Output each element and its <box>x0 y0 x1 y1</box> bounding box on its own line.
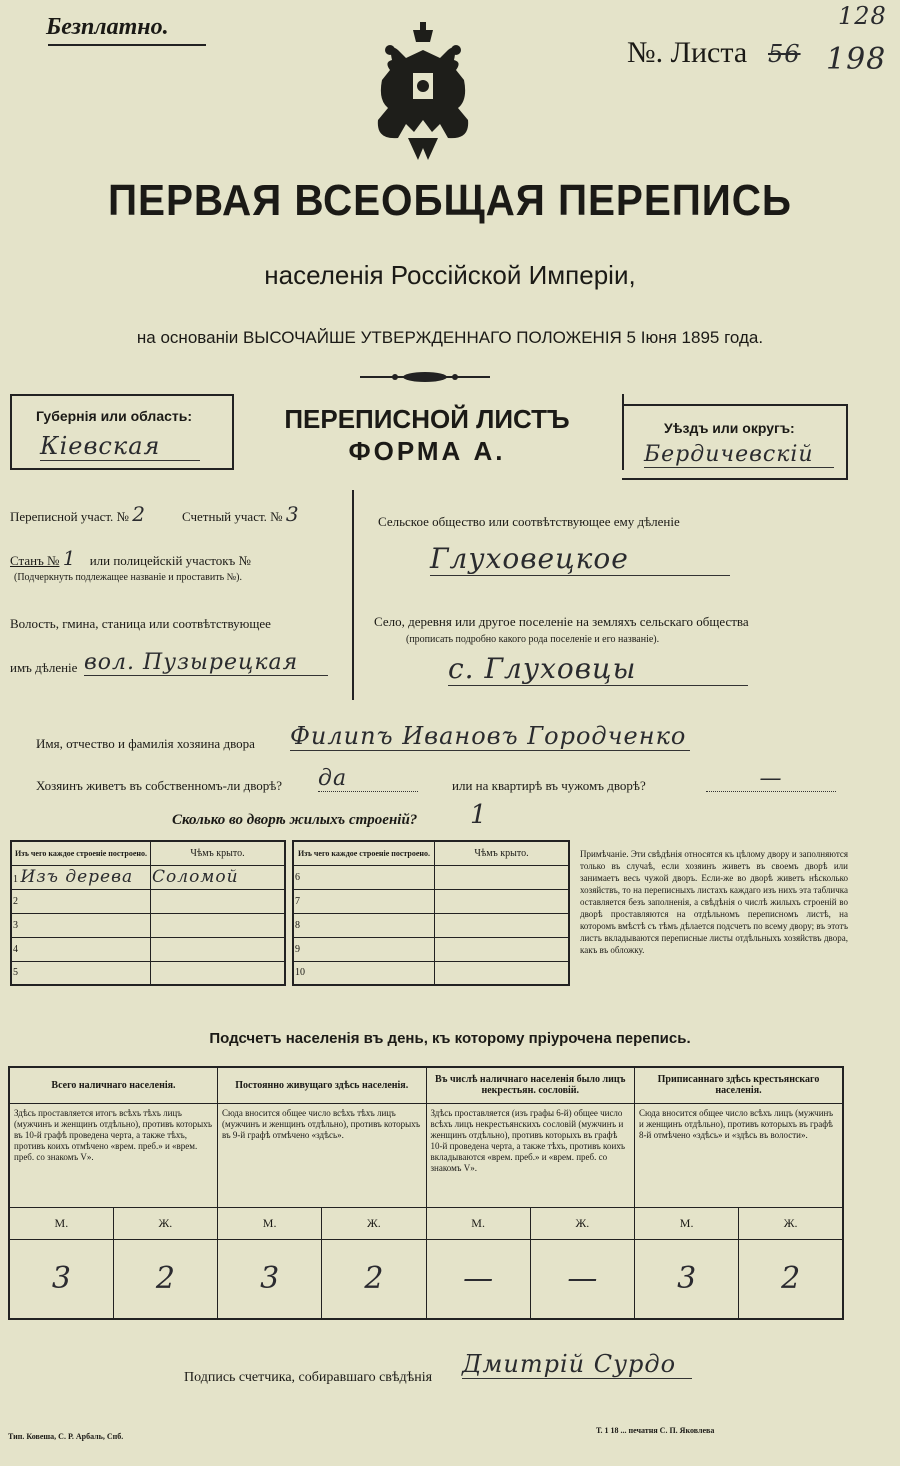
male-label: М. <box>635 1207 739 1239</box>
society-label: Сельское общество или соотвѣтствующее ему дѣленіе <box>378 514 680 529</box>
census-plot-field <box>10 502 146 526</box>
male-label: М. <box>426 1207 530 1239</box>
owner-lives-value: да <box>318 766 418 792</box>
free-label-underline <box>48 44 206 46</box>
signature-value: Дмитрій Сурдо <box>462 1350 692 1379</box>
stan-note: (Подчеркнуть подлежащее названіе и проставить №). <box>14 572 242 583</box>
free-label: Безплатно. <box>46 14 169 40</box>
row-number: 4 <box>11 937 151 961</box>
owner-rent-label: или на квартирѣ въ чужомъ дворѣ? <box>452 778 646 793</box>
society-value: Глуховецкое <box>430 542 730 576</box>
col-permanent-desc: Сюда вносится общее число всѣхъ тѣхъ лицъ (мужчинъ и женщинъ отдѣльно), противъ которыхъ въ 9-й графѣ отмѣчено «здѣсь». <box>218 1103 427 1207</box>
district-value: Бердичевскій <box>644 442 834 468</box>
buildings-row <box>293 913 569 937</box>
row-number: 8 <box>293 913 435 937</box>
printer-imprint-left: Тип. Ковеша, С. Р. Арбаль, Спб. <box>8 1432 124 1441</box>
imperial-eagle-emblem <box>368 20 478 170</box>
row-number: 5 <box>11 961 151 985</box>
building-roof: Соломой <box>151 865 286 889</box>
volost-label-2: имъ дѣленіе <box>10 660 78 675</box>
male-label: М. <box>218 1207 322 1239</box>
buildings-count-value: 1 <box>470 800 488 830</box>
row-number: 1 <box>13 874 18 885</box>
owner-rent-value: — <box>706 766 836 792</box>
buildings-row <box>293 937 569 961</box>
buildings-table-right <box>292 840 570 986</box>
permanent-female-count: 2 <box>322 1239 426 1319</box>
buildings-col-material: Изъ чего каждое строеніе построено. <box>11 841 151 865</box>
buildings-col-material: Изъ чего каждое строеніе построено. <box>293 841 435 865</box>
decree-basis: на основаніи ВЫСОЧАЙШЕ УТВЕРЖДЕННАГО ПОЛОЖЕНІЯ 5 Іюня 1895 года. <box>136 328 764 347</box>
buildings-col-roof: Чѣмъ крыто. <box>435 841 570 865</box>
row-number: 10 <box>293 961 435 985</box>
buildings-row <box>11 889 285 913</box>
col-peasant-title: Приписаннаго здѣсь крестьянскаго населенія. <box>635 1067 844 1103</box>
police-label: или полицейскій участокъ № <box>89 553 251 568</box>
row-number: 3 <box>11 913 151 937</box>
sheet-title: ПЕРЕПИСНОЙ ЛИСТЪ <box>284 404 570 434</box>
total-female-count: 2 <box>113 1239 217 1319</box>
buildings-note: Примѣчаніе. Эти свѣдѣнія относятся къ цѣлому двору и заполняются только въ случаѣ, если хозяинъ живетъ въ своемъ дворѣ или занимаетъ весь чужой дворъ. Если-же во дворѣ живетъ нѣсколько хозяйствъ, то на переписныхъ листахъ каждаго изъ нихъ эта табличка оставляется безъ заполненія, а свѣдѣнія о числѣ жилыхъ строеній во дворѣ проставляются на отдѣльномъ переписномъ листѣ, на которомъ вмѣстѣ съ тѣмъ дѣлается подсчетъ по всему двору; въ этотъ листъ вкладываются переписные листы отдѣльныхъ хозяйствъ двора, какъ въ обложку. <box>580 849 848 955</box>
buildings-row <box>11 937 285 961</box>
sheet-number-hand-2: 198 <box>826 42 887 77</box>
village-label: Село, деревня или другое поселеніе на земляхъ сельскаго общества <box>374 614 749 629</box>
printer-imprint-right: Т. 1 18 ... печатня С. П. Яковлева <box>596 1426 715 1435</box>
buildings-row <box>293 865 569 889</box>
counting-plot-label: Счетный участ. № <box>182 509 283 524</box>
buildings-row <box>11 961 285 985</box>
nonpeasant-male-count: — <box>426 1239 530 1319</box>
female-label: Ж. <box>113 1207 217 1239</box>
female-label: Ж. <box>739 1207 843 1239</box>
row-number: 9 <box>293 937 435 961</box>
total-male-count: 3 <box>9 1239 113 1319</box>
district-label: Уѣздъ или округъ: <box>664 420 795 436</box>
row-number: 2 <box>11 889 151 913</box>
building-material: Изъ дерева <box>20 867 134 887</box>
volost-value: вол. Пузырецкая <box>84 650 328 676</box>
sheet-number-label: №. Листа <box>627 36 748 69</box>
population-heading: Подсчетъ населенія въ день, къ которому пріурочена перепись. <box>209 1030 691 1047</box>
col-peasant-desc: Сюда вносится общее число всѣхъ лицъ (мужчинъ и женщинъ отдѣльно), противъ которыхъ въ графѣ 8-й отмѣчено «здѣсь» и «здѣсь въ волости». <box>635 1103 844 1207</box>
form-label: ФОРМА А. <box>348 436 506 466</box>
female-label: Ж. <box>322 1207 426 1239</box>
stan-label: Станъ № <box>10 553 60 568</box>
row-number: 7 <box>293 889 435 913</box>
owner-name-label: Имя, отчество и фамилія хозяина двора <box>36 736 255 751</box>
nonpeasant-female-count: — <box>530 1239 634 1319</box>
stan-field <box>10 546 251 570</box>
page-subtitle: населенія Россійской Имперіи, <box>264 260 636 290</box>
census-plot-value: 2 <box>132 502 146 526</box>
fields-divider <box>352 490 354 700</box>
stan-value: 1 <box>62 546 77 570</box>
page-title: ПЕРВАЯ ВСЕОБЩАЯ ПЕРЕПИСЬ <box>108 176 792 225</box>
population-table <box>8 1066 844 1320</box>
col-nonpeasant-title: Въ числѣ наличнаго населенія было лицъ некрестьян. сословій. <box>426 1067 635 1103</box>
counting-plot-field <box>182 502 300 526</box>
peasant-male-count: 3 <box>635 1239 739 1319</box>
buildings-row <box>11 865 285 889</box>
buildings-row <box>293 889 569 913</box>
counting-plot-value: 3 <box>285 502 300 526</box>
ornament-divider <box>360 370 490 384</box>
signature-label: Подпись счетчика, собиравшаго свѣдѣнія <box>184 1370 433 1385</box>
owner-lives-label: Хозяинъ живетъ въ собственномъ-ли дворѣ? <box>36 778 283 793</box>
buildings-row <box>11 913 285 937</box>
permanent-male-count: 3 <box>218 1239 322 1319</box>
female-label: Ж. <box>530 1207 634 1239</box>
volost-label: Волость, гмина, станица или соотвѣтствующее <box>10 616 271 631</box>
sheet-number-struck: 56 <box>768 40 801 68</box>
province-value: Кіевская <box>40 432 200 461</box>
province-label: Губернія или область: <box>36 408 193 424</box>
male-label: М. <box>9 1207 113 1239</box>
row-number: 6 <box>293 865 435 889</box>
col-nonpeasant-desc: Здѣсь проставляется (изъ графы 6-й) общее число всѣхъ лицъ некрестьянскихъ сословій (мужчинъ и женщинъ отдѣльно), противъ которыхъ въ графѣ 10-й проведена черта, а также тѣхъ, противъ коихъ вкладываются «врем. преб.» и «врем. преб. со знакомъ V». <box>426 1103 635 1207</box>
owner-name-value: Филипъ Ивановъ Городченко <box>290 722 690 751</box>
col-total-title: Всего наличнаго населенія. <box>9 1067 218 1103</box>
col-total-desc: Здѣсь проставляется итогъ всѣхъ тѣхъ лицъ (мужчинъ и женщинъ отдѣльно), противъ которыхъ въ 10-й графѣ проведена черта, а также тѣхъ, противъ коихъ отмѣчено «врем. преб.» и «врем. преб. со знакомъ V». <box>9 1103 218 1207</box>
village-note: (прописать подробно какого рода поселеніе и его названіе). <box>406 634 660 645</box>
buildings-count-label: Сколько во дворѣ жилыхъ строеній? <box>172 812 418 828</box>
village-value: с. Глуховцы <box>448 652 748 686</box>
peasant-female-count: 2 <box>739 1239 843 1319</box>
census-plot-label: Переписной участ. № <box>10 509 129 524</box>
col-permanent-title: Постоянно живущаго здѣсь населенія. <box>218 1067 427 1103</box>
buildings-col-roof: Чѣмъ крыто. <box>151 841 286 865</box>
buildings-row <box>293 961 569 985</box>
buildings-table-left <box>10 840 286 986</box>
sheet-number-hand: 128 <box>838 2 887 30</box>
